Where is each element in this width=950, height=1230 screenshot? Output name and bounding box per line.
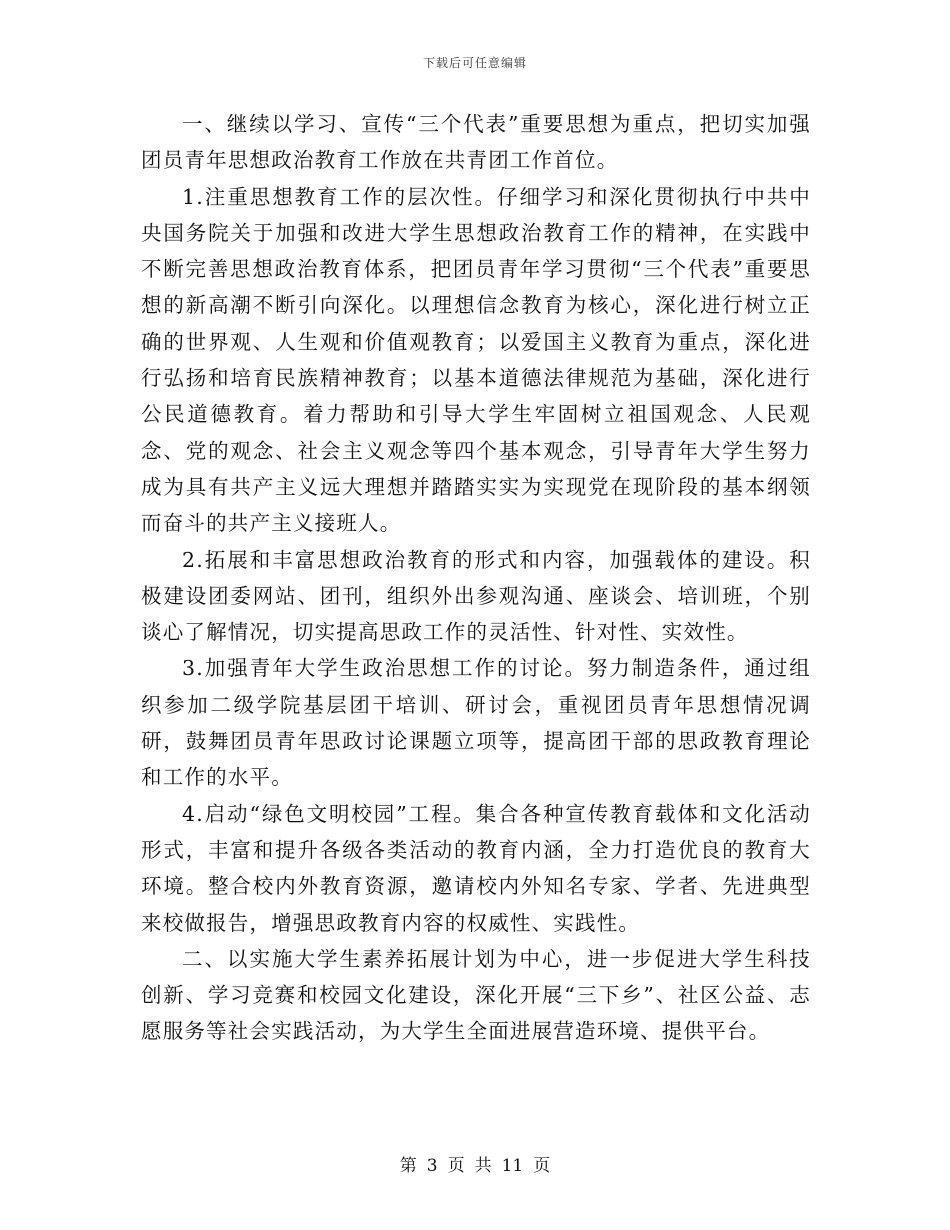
footer-suffix: 页 [533,1156,551,1176]
footer-total-pages: 11 [501,1156,524,1176]
footer-total-label: 共 [474,1156,492,1176]
page-footer [0,1156,950,1176]
paragraph-section-one: 一、继续以学习、宣传“三个代表”重要思想为重点，把切实加强团员青年思想政治教育工作放在共青团工作首位。 [141,112,811,173]
paragraph-item-3: 3.加强青年大学生政治思想工作的讨论。努力制造条件，通过组织参加二级学院基层团干培训、研讨会，重视团员青年思想情况调研，鼓舞团员青年思政讨论课题立项等，提高团干部的思政教育理论和工作的水平。 [141,656,811,790]
paragraph-item-4: 4.启动“绿色文明校园”工程。集合各种宣传教育载体和文化活动形式，丰富和提升各级各类活动的教育内涵，全力打造优良的教育大环境。整合校内外教育资源，邀请校内外知名专家、学者、先进典型来校做报告，增强思政教育内容的权威性、实践性。 [141,801,811,935]
footer-page-label: 页 [447,1156,465,1176]
footer-page-number: 3 [426,1156,438,1176]
footer-prefix: 第 [399,1156,417,1176]
paragraph-section-two: 二、以实施大学生素养拓展计划为中心，进一步促进大学生科技创新、学习竞赛和校园文化建设，深化开展“三下乡”、社区公益、志愿服务等社会实践活动，为大学生全面进展营造环境、提供平台。 [141,946,811,1044]
paragraph-item-2: 2.拓展和丰富思想政治教育的形式和内容，加强载体的建设。积极建设团委网站、团刊，组织外出参观沟通、座谈会、培训班，个别谈心了解情况，切实提高思政工作的灵活性、针对性、实效性。 [141,547,811,645]
paragraph-item-1: 1.注重思想教育工作的层次性。仔细学习和深化贯彻执行中共中央国务院关于加强和改进大学生思想政治教育工作的精神，在实践中不断完善思想政治教育体系，把团员青年学习贯彻“三个代表”重要思想的新高潮不断引向深化。以理想信念教育为核心，深化进行树立正确的世界观、人生观和价值观教育；以爱国主义教育为重点，深化进行弘扬和培育民族精神教育；以基本道德法律规范为基础，深化进行公民道德教育。着力帮助和引导大学生牢固树立祖国观念、人民观念、党的观念、社会主义观念等四个基本观念，引导青年大学生努力成为具有共产主义远大理想并踏踏实实为实现党在现阶段的基本纲领而奋斗的共产主义接班人。 [141,184,811,536]
page-header-note: 下载后可任意编辑 [422,56,527,70]
document-body [141,106,811,1050]
